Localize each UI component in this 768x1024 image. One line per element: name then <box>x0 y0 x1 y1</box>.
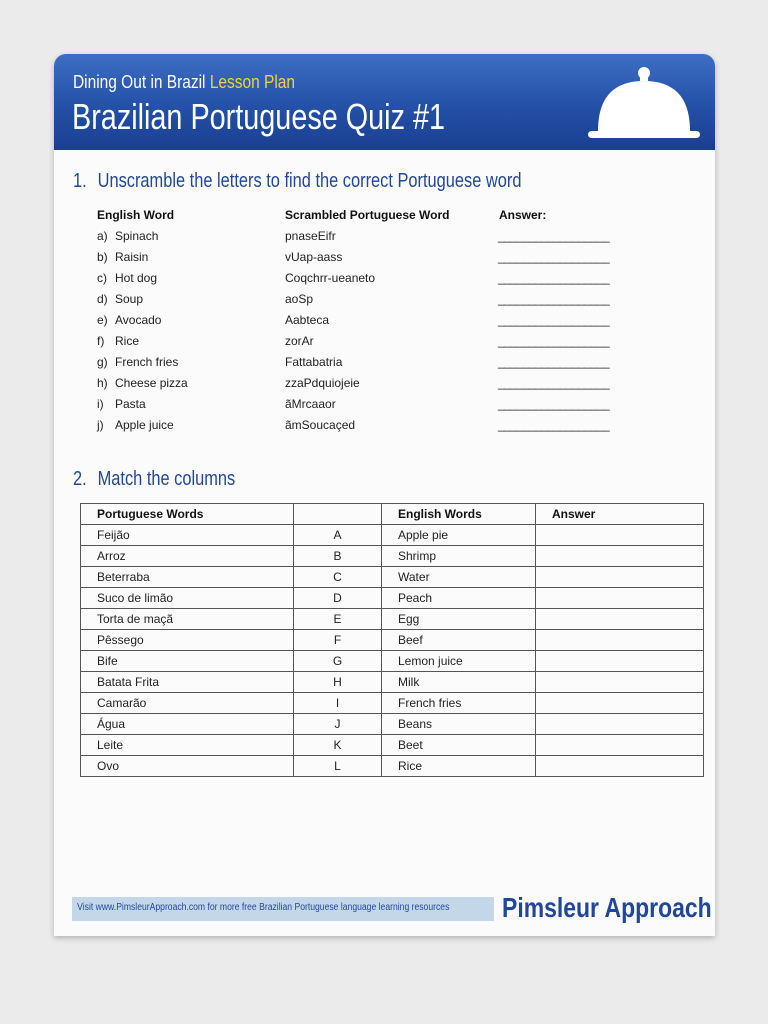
page-title: Brazilian Portuguese Quiz #1 <box>72 96 446 137</box>
answer-cell[interactable] <box>536 546 704 567</box>
english-word: Spinach <box>115 229 159 243</box>
header-banner <box>54 54 715 150</box>
item-letter: g) <box>97 355 108 369</box>
table-row <box>81 714 704 735</box>
answer-cell[interactable] <box>536 525 704 546</box>
match-letter: A <box>294 525 382 546</box>
col-scrambled-word: Scrambled Portuguese Word <box>285 208 450 222</box>
scrambled-word: Coqchrr-ueaneto <box>285 271 376 285</box>
section1-title: Unscramble the letters to find the correct Portuguese word <box>97 170 522 192</box>
english-word: Peach <box>382 588 536 609</box>
col-answer: Answer: <box>499 208 547 222</box>
english-word: Water <box>382 567 536 588</box>
list-item <box>54 271 715 292</box>
match-letter: G <box>294 651 382 672</box>
subtitle-accent: Lesson Plan <box>209 72 296 92</box>
answer-blank[interactable]: __________________ <box>498 292 610 306</box>
list-item <box>54 355 715 376</box>
portuguese-word: Camarão <box>81 693 294 714</box>
scrambled-word: Fattabatria <box>285 355 343 369</box>
english-word: Beef <box>382 630 536 651</box>
scrambled-word: vUap-aass <box>285 250 343 264</box>
english-word: French fries <box>115 355 179 369</box>
portuguese-word: Torta de maçã <box>81 609 294 630</box>
scrambled-word: pnaseEifr <box>285 229 336 243</box>
portuguese-word: Ovo <box>81 756 294 777</box>
scrambled-word: ãMrcaaor <box>285 397 336 411</box>
item-letter: d) <box>97 292 108 306</box>
english-word: Lemon juice <box>382 651 536 672</box>
scrambled-word: Aabteca <box>285 313 330 327</box>
match-table <box>80 503 704 777</box>
portuguese-word: Bife <box>81 651 294 672</box>
english-word: Beet <box>382 735 536 756</box>
match-letter: L <box>294 756 382 777</box>
english-word: Pasta <box>115 397 146 411</box>
scrambled-word: aoSp <box>285 292 314 306</box>
answer-blank[interactable]: __________________ <box>498 229 610 243</box>
footer-link-bar[interactable] <box>72 897 494 921</box>
table-row <box>81 735 704 756</box>
english-word: Egg <box>382 609 536 630</box>
portuguese-word: Pêssego <box>81 630 294 651</box>
answer-cell[interactable] <box>536 756 704 777</box>
portuguese-word: Beterraba <box>81 567 294 588</box>
table-row <box>81 693 704 714</box>
english-word: Soup <box>115 292 144 306</box>
list-item <box>54 397 715 418</box>
answer-cell[interactable] <box>536 567 704 588</box>
table-row <box>81 630 704 651</box>
table-row <box>81 588 704 609</box>
item-letter: c) <box>97 271 107 285</box>
cloche-icon <box>584 59 704 144</box>
english-word: Cheese pizza <box>115 376 188 390</box>
table-row <box>81 672 704 693</box>
list-item <box>54 250 715 271</box>
table-row <box>81 546 704 567</box>
item-letter: i) <box>97 397 104 411</box>
list-item <box>54 313 715 334</box>
footer-link-text[interactable]: Visit www.PimsleurApproach.com for more free Brazilian Portuguese language learning resources <box>77 902 450 913</box>
answer-cell[interactable] <box>536 609 704 630</box>
answer-blank[interactable]: __________________ <box>498 271 610 285</box>
answer-blank[interactable]: __________________ <box>498 313 610 327</box>
match-letter: I <box>294 693 382 714</box>
english-word: Rice <box>115 334 140 348</box>
portuguese-word: Feijão <box>81 525 294 546</box>
answer-cell[interactable] <box>536 735 704 756</box>
match-letter: F <box>294 630 382 651</box>
brand-logo: Pimsleur Approach <box>502 892 712 923</box>
list-item <box>54 418 715 439</box>
english-word: Rice <box>382 756 536 777</box>
answer-cell[interactable] <box>536 672 704 693</box>
english-word: Milk <box>382 672 536 693</box>
scrambled-word: zzaPdquiojeie <box>285 376 360 390</box>
table-row <box>81 609 704 630</box>
answer-blank[interactable]: __________________ <box>498 250 610 264</box>
answer-cell[interactable] <box>536 651 704 672</box>
match-letter: C <box>294 567 382 588</box>
header-answer: Answer <box>536 504 704 525</box>
answer-cell[interactable] <box>536 588 704 609</box>
match-letter: J <box>294 714 382 735</box>
table-row <box>81 756 704 777</box>
scrambled-word: ãmSoucaçed <box>285 418 356 432</box>
match-letter: E <box>294 609 382 630</box>
portuguese-word: Leite <box>81 735 294 756</box>
english-word: Apple juice <box>115 418 174 432</box>
section2-number: 2. <box>73 468 87 490</box>
col-english-word: English Word <box>97 208 175 222</box>
section1-heading <box>73 170 521 193</box>
section1-number: 1. <box>73 170 87 192</box>
match-table-header <box>81 504 704 525</box>
table-row <box>81 567 704 588</box>
english-word: Hot dog <box>115 271 158 285</box>
header-english-words: English Words <box>382 504 536 525</box>
table-row <box>81 651 704 672</box>
english-word: Beans <box>382 714 536 735</box>
section2-heading <box>73 468 235 491</box>
list-item <box>54 229 715 250</box>
list-item <box>54 334 715 355</box>
section2-title: Match the columns <box>97 468 236 490</box>
english-word: Avocado <box>115 313 162 327</box>
header-letter <box>294 504 382 525</box>
header-subtitle <box>73 72 295 93</box>
quiz-sheet <box>54 54 715 936</box>
answer-blank[interactable]: __________________ <box>498 376 610 390</box>
portuguese-word: Água <box>81 714 294 735</box>
list-item <box>54 376 715 397</box>
answer-blank[interactable]: __________________ <box>498 355 610 369</box>
list-item <box>54 292 715 313</box>
portuguese-word: Batata Frita <box>81 672 294 693</box>
item-letter: h) <box>97 376 108 390</box>
subtitle-main: Dining Out in Brazil <box>73 72 206 92</box>
item-letter: f) <box>97 334 105 348</box>
match-letter: H <box>294 672 382 693</box>
item-letter: e) <box>97 313 108 327</box>
answer-blank[interactable]: __________________ <box>498 334 610 348</box>
answer-cell[interactable] <box>536 693 704 714</box>
table-row <box>81 525 704 546</box>
english-word: Shrimp <box>382 546 536 567</box>
answer-cell[interactable] <box>536 630 704 651</box>
item-letter: j) <box>97 418 104 432</box>
match-letter: D <box>294 588 382 609</box>
english-word: French fries <box>382 693 536 714</box>
english-word: Apple pie <box>382 525 536 546</box>
item-letter: b) <box>97 250 108 264</box>
answer-blank[interactable]: __________________ <box>498 418 610 432</box>
match-letter: B <box>294 546 382 567</box>
item-letter: a) <box>97 229 108 243</box>
header-portuguese-words: Portuguese Words <box>81 504 294 525</box>
answer-cell[interactable] <box>536 714 704 735</box>
english-word: Raisin <box>115 250 149 264</box>
scrambled-word: zorAr <box>285 334 314 348</box>
answer-blank[interactable]: __________________ <box>498 397 610 411</box>
match-letter: K <box>294 735 382 756</box>
portuguese-word: Suco de limão <box>81 588 294 609</box>
portuguese-word: Arroz <box>81 546 294 567</box>
